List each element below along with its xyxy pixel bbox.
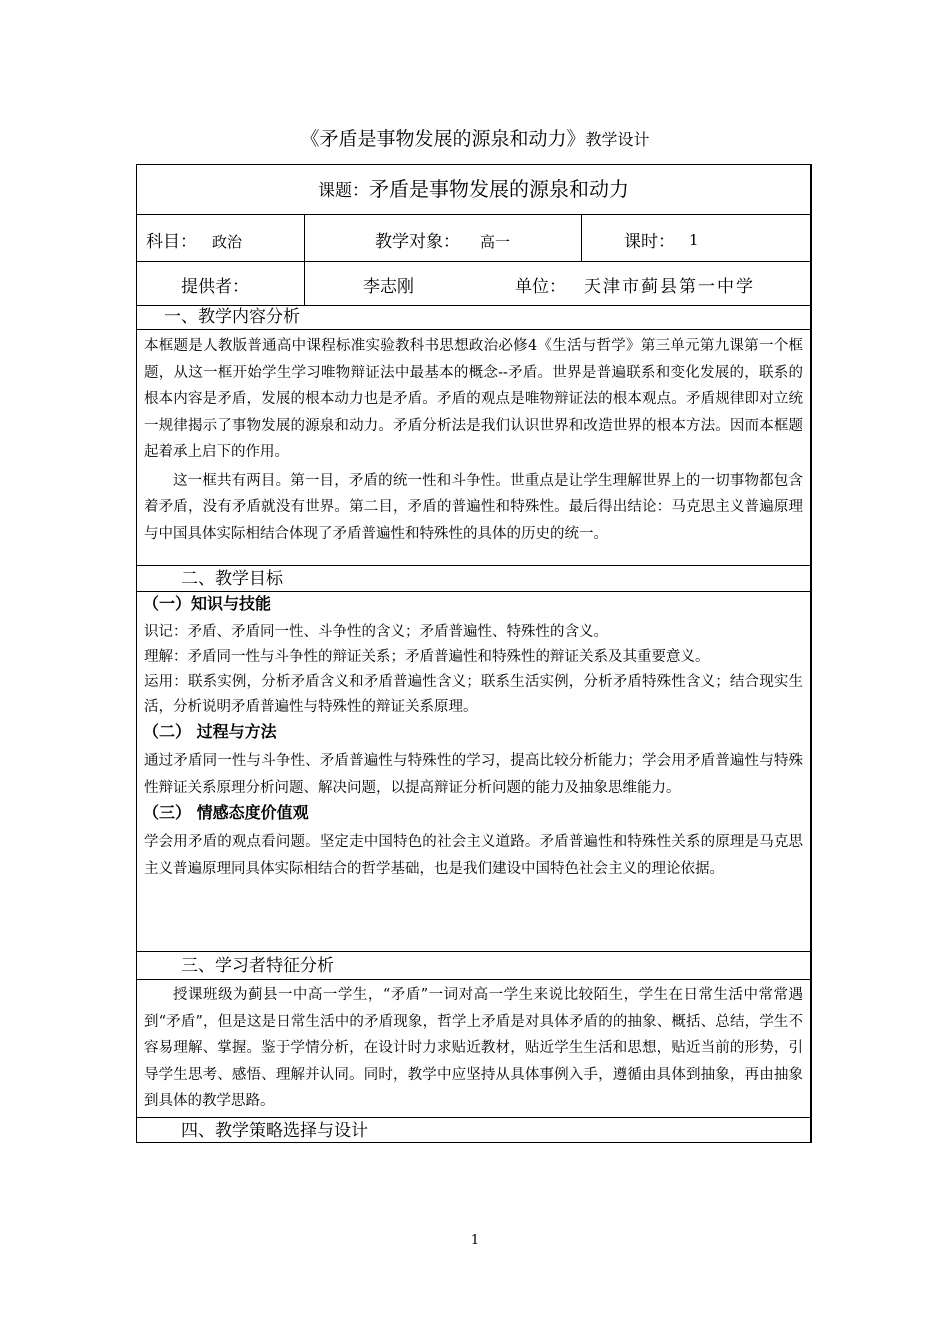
section-2-title: 二、教学目标 [137, 566, 810, 592]
section-3-title: 三、学习者特征分析 [137, 952, 810, 980]
section-3-body [137, 980, 810, 1118]
learner-analysis-paragraph: 授课班级为蓟县一中高一学生，“矛盾”一词对高一学生来说比较陌生，学生在日常生活中常常遇到“矛盾”，但是这是日常生活中的矛盾现象，哲学上矛盾是对具体矛盾的的抽象、概括、总结，学生不容易理解、掌握。鉴于学情分析，在设计时力求贴近教材，贴近学生生活和思想，贴近当前的形势，引导学生思考、感悟、理解并认同。同时，教学中应坚持从具体事例入手，遵循由具体到抽象，再由抽象到具体的教学思路。 [144, 987, 803, 1109]
provider-label-cell [137, 262, 304, 305]
provider-value: 李志刚 [363, 277, 414, 297]
knowledge-recall-line: 识记：矛盾、矛盾同一性、斗争性的含义；矛盾普遍性、特殊性的含义。 [144, 624, 608, 640]
hours-value: 1 [689, 231, 699, 249]
section-2-body [137, 592, 810, 952]
process-method-paragraph: 通过矛盾同一性与斗争性、矛盾普遍性与特殊性的学习，提高比较分析能力；学会用矛盾普遍性与特殊性辩证关系原理分析问题、解决问题，以提高辩证分析问题的能力及抽象思维能力。 [144, 753, 803, 796]
section-1-title: 一、教学内容分析 [137, 306, 810, 330]
knowledge-apply-line: 运用：联系实例，分析矛盾含义和矛盾普遍性含义；联系生活实例，分析矛盾特殊性含义；结合现实生活，分析说明矛盾普遍性与特殊性的辩证关系原理。 [144, 674, 803, 715]
document-title-suffix: 教学设计 [585, 130, 650, 149]
lesson-plan-table [136, 164, 812, 1143]
content-analysis-paragraph-2: 这一框共有两目。第一目，矛盾的统一性和斗争性。世重点是让学生理解世界上的一切事物都包含着矛盾，没有矛盾就没有世界。第二目，矛盾的普遍性和特殊性。最后得出结论：马克思主义普遍原理与中国具体实际相结合体现了矛盾普遍性和特殊性的具体的历史的统一。 [144, 472, 803, 542]
knowledge-skills-heading: （一）知识与技能 [143, 594, 272, 613]
emotion-values-heading: （三） 情感态度价值观 [143, 803, 309, 822]
audience-cell [304, 215, 581, 261]
topic-row [137, 165, 810, 215]
content-analysis-paragraph-1: 本框题是人教版普通高中课程标准实验教科书思想政治必修4《生活与哲学》第三单元第九课第一个框题，从这一框开始学生学习唯物辩证法中最基本的概念--矛盾。世界是普遍联系和变化发展的，联系的根本内容是矛盾，发展的根本动力也是矛盾。矛盾的观点是唯物辩证法的根本观点。矛盾规律即对立统一规律揭示了事物发展的源泉和动力。矛盾分析法是我们认识世界和改造世界的根本方法。因而本框题起着承上启下的作用。 [144, 338, 803, 460]
subject-value: 政治 [212, 233, 243, 251]
hours-cell [581, 215, 810, 261]
hours-label: 课时： [624, 232, 675, 252]
document-title [0, 124, 950, 155]
provider-unit-cell [304, 262, 810, 305]
topic-label: 课题： [318, 181, 369, 201]
audience-value: 高一 [480, 233, 511, 251]
knowledge-understand-line: 理解：矛盾同一性与斗争性的辩证关系；矛盾普遍性和特殊性的辩证关系及其重要意义。 [144, 649, 710, 665]
info-row-1 [137, 215, 810, 262]
audience-label: 教学对象： [375, 232, 460, 252]
emotion-values-paragraph: 学会用矛盾的观点看问题。坚定走中国特色的社会主义道路。矛盾普遍性和特殊性关系的原理是马克思主义普遍原理同具体实际相结合的哲学基础，也是我们建设中国特色社会主义的理论依据。 [144, 834, 803, 877]
subject-label: 科目： [146, 232, 197, 252]
document-title-main: 《矛盾是事物发展的源泉和动力》 [300, 128, 586, 150]
topic-value: 矛盾是事物发展的源泉和动力 [369, 177, 629, 201]
unit-label: 单位： [515, 277, 566, 297]
process-method-heading: （二） 过程与方法 [143, 722, 277, 741]
section-4-title: 四、教学策略选择与设计 [181, 1121, 368, 1141]
page-number: 1 [470, 1233, 480, 1248]
section-1-body [137, 330, 810, 566]
unit-value: 天津市蓟县第一中学 [584, 277, 755, 297]
provider-label: 提供者： [181, 277, 249, 297]
subject-cell [137, 215, 304, 261]
info-row-2 [137, 262, 810, 306]
